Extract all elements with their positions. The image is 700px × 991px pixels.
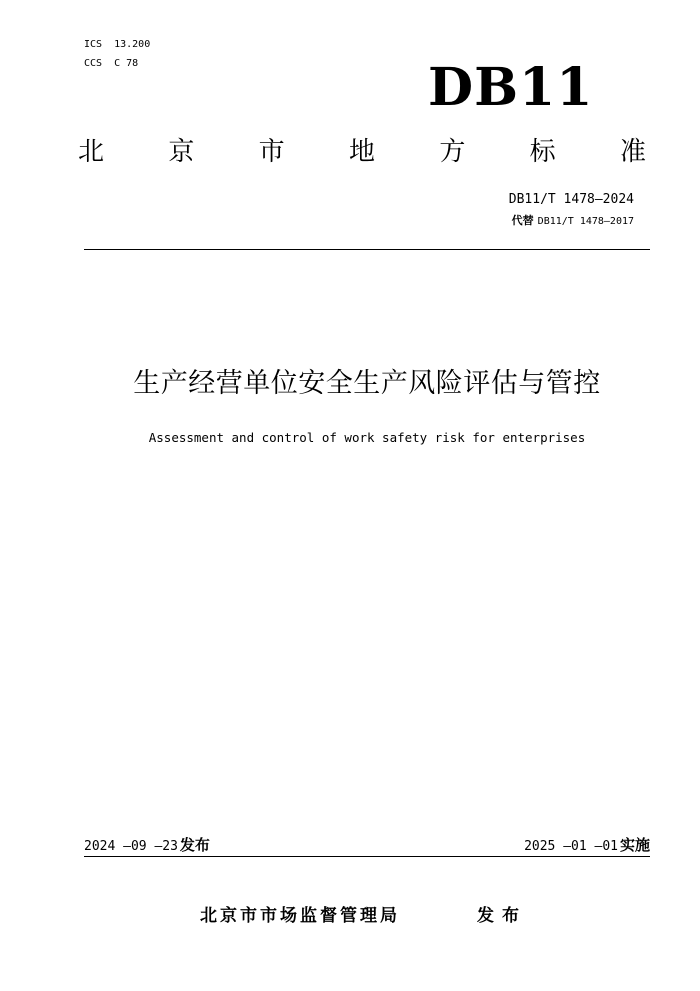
implementation-date bbox=[524, 836, 650, 856]
standard-type-char: 地 bbox=[348, 137, 375, 167]
replaces-number: DB11/T 1478—2017 bbox=[537, 216, 634, 227]
document-title-chinese: 生产经营单位安全生产风险评估与管控 bbox=[133, 368, 601, 399]
replaces-label: 代替 bbox=[511, 214, 534, 227]
standard-type-char: 京 bbox=[168, 137, 195, 167]
replaces-line bbox=[512, 214, 634, 229]
standard-number: DB11/T 1478—2024 bbox=[508, 192, 634, 207]
standard-type-heading bbox=[78, 134, 646, 170]
implementation-label: 实施 bbox=[619, 836, 650, 854]
issuing-authority: 北京市市场监督管理局 bbox=[200, 906, 400, 926]
implementation-date-value: 2025 —01 —01 bbox=[524, 839, 618, 854]
db-logo: DB11 bbox=[428, 57, 594, 118]
standard-type-char: 市 bbox=[258, 137, 285, 167]
issue-date-value: 2024 —09 —23 bbox=[84, 839, 178, 854]
ics-code bbox=[84, 39, 150, 51]
standard-type-char: 标 bbox=[529, 137, 556, 167]
standard-type-char: 北 bbox=[78, 137, 105, 167]
ics-code-text: ICS 13.200 bbox=[84, 39, 151, 50]
ccs-code-text: CCS C 78 bbox=[84, 58, 139, 69]
standard-type-char: 方 bbox=[439, 137, 466, 167]
issue-date bbox=[84, 836, 210, 856]
bottom-divider bbox=[84, 856, 650, 857]
top-divider bbox=[84, 249, 650, 250]
issuing-action: 发布 bbox=[477, 906, 527, 926]
issue-label: 发布 bbox=[179, 836, 210, 854]
ccs-code bbox=[84, 58, 138, 70]
standard-type-char: 准 bbox=[619, 137, 646, 167]
document-title-english: Assessment and control of work safety risk for enterprises bbox=[148, 430, 586, 445]
